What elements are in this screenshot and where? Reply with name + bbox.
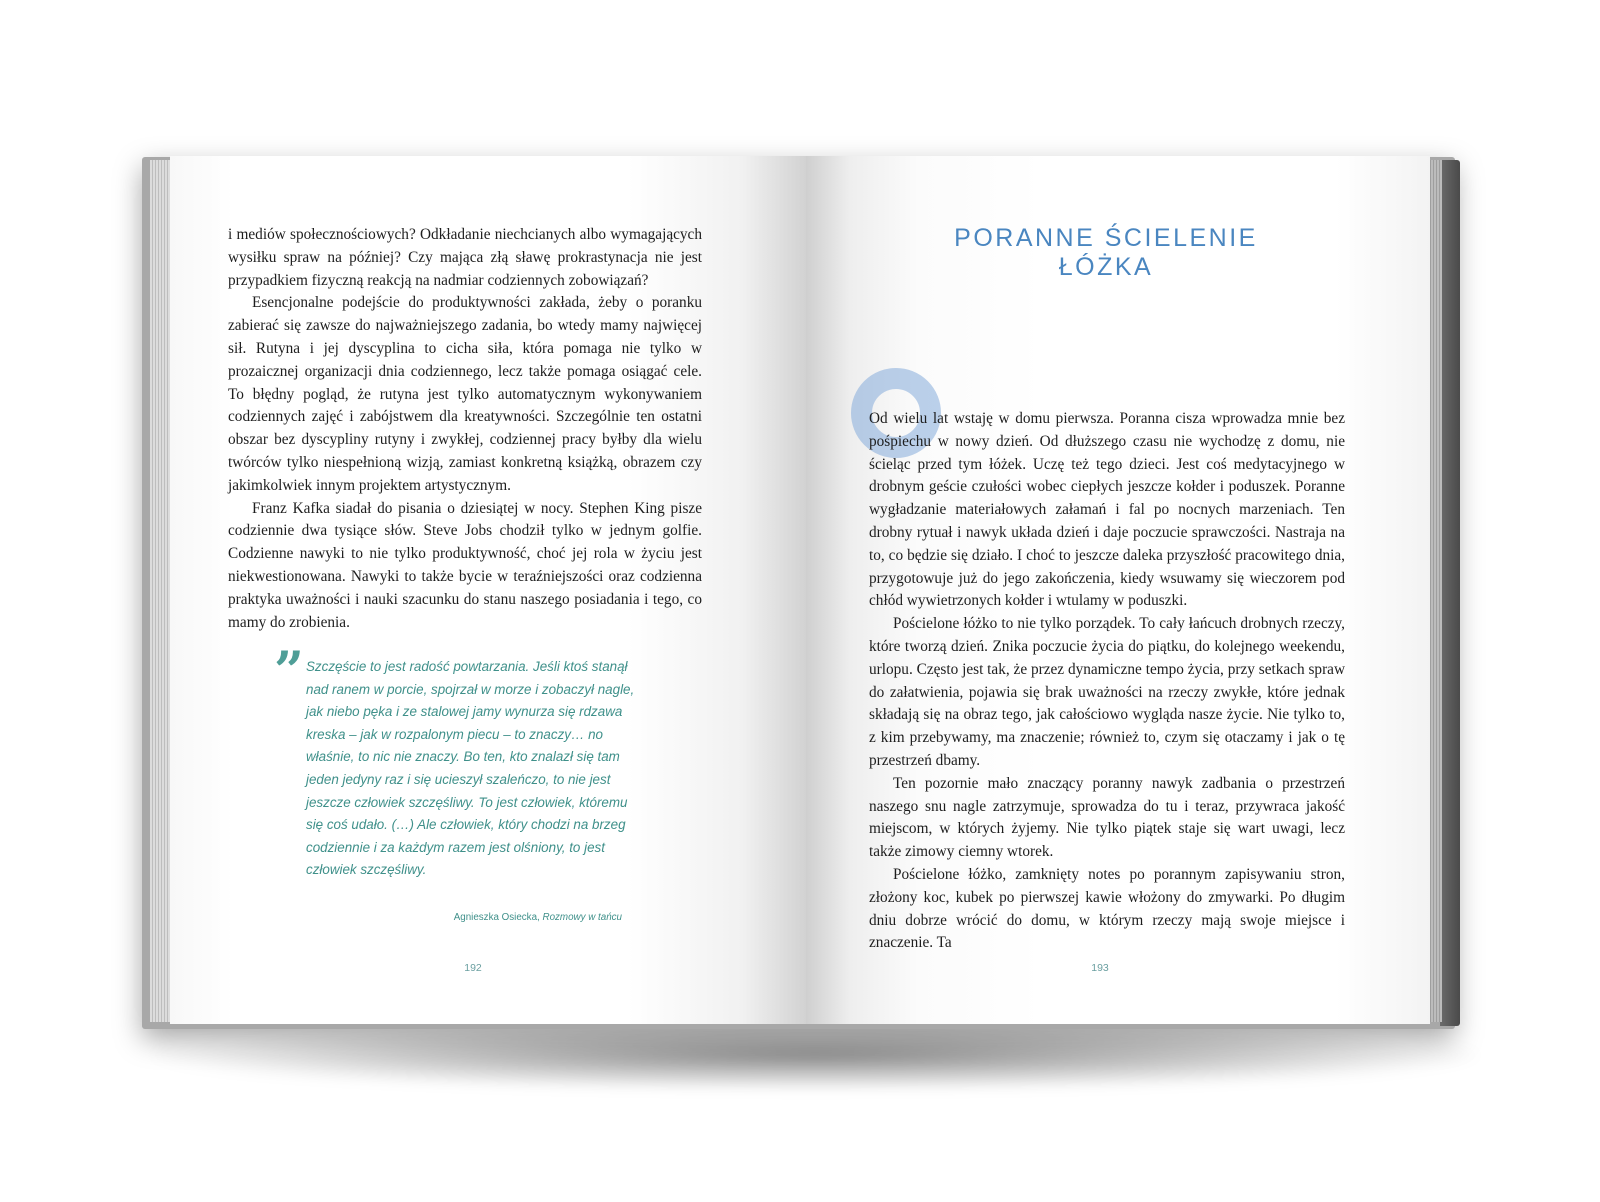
chapter-title-line-2: ŁÓŻKA xyxy=(1058,253,1154,281)
book-shadow xyxy=(150,1020,1480,1090)
right-page xyxy=(806,156,1430,1024)
chapter-title-line-1: PORANNE ŚCIELENIE xyxy=(954,224,1258,252)
left-paragraph-3: Franz Kafka siadał do pisania o dziesiątej w nocy. Stephen King pisze codziennie dwa tysiące słów. Steve Jobs chodził tylko w jednym golfie. Codzienne nawyki to nie tylko produktywność, choć jej rola w życiu jest niekwestionowana. Nawyki to także bycie w teraźniejszości oraz codzienna praktyka uważności i nauki szacunku do stanu naszego posiadania i tego, co mamy do zrobienia. xyxy=(228,499,702,631)
right-page-body xyxy=(869,408,1345,955)
left-paragraph-1: i mediów społecznościowych? Odkładanie niechcianych albo wymagających wysiłku spraw na później? Czy mająca złą sławę prokrastynacja nie jest przypadkiem fizyczną reakcją na nadmiar codziennych zobowiązań? xyxy=(228,226,702,289)
left-paragraph-2: Esencjonalne podejście do produktywności zakłada, żeby o poranku zabierać się zawsze do najważniejszego zadania, bo wtedy mamy najwięcej sił. Rutyna i jej dyscyplina to cicha siła, która pomaga nie tylko w prozaicznej organizacji dnia codziennego, lecz także pomaga osiągać cele. To błędny pogląd, że rutyna jest tylko automatycznym wykonywaniem codziennych zajęć i zabójstwem dla kreatywności. Szczególnie ten ostatni obszar bez dyscypliny rutyny i zwykłej, codziennej pracy byłby dla wielu twórców tylko niespełnioną wizją, zamiast konkretną książką, obrazem czy jakimkolwiek innym projektem artystycznym. xyxy=(228,294,702,494)
right-paragraph-2: Pościelone łóżko to nie tylko porządek. To cały łańcuch drobnych rzeczy, które tworzą dzień. Znika poczucie życia do piątku, do kolejnego weekendu, urlopu. Często jest tak, że przez dynamiczne tempo życia, przy setkach spraw do załatwienia, pojawia się brak uważności na rzeczy zwykłe, które jednak składają się na obraz tego, jak całościowo wygląda nasze życie. Nie tylko to, z kim przebywamy, ma znaczenie; również to, czym się otaczamy i jak o tę przestrzeń dbamy. xyxy=(869,615,1345,769)
left-page-body xyxy=(228,224,702,634)
left-page-edges xyxy=(150,160,172,1022)
right-paragraph-1: Od wielu lat wstaję w domu pierwsza. Poranna cisza wprowadza mnie bez pośpiechu w nowy dzień. Od dłuższego czasu nie wychodzę z domu, nie ścieląc przed tym łóżek. Uczę też tego dzieci. Jest coś medytacyjnego w drobnym geście czułości wobec ciepłych jeszcze kołder i poduszek. Poranne wygładzanie materiałowych załamań i fal po nocnych marzeniach. Ten drobny rytuał i nawyk układa dzień i daje poczucie sprawczości. Nastraja na to, co będzie się działo. I choć to jeszcze daleka przyszłość pracowitego dnia, przygotowuje już do jego zakończenia, kiedy wsuwamy się wieczorem pod chłód wywietrzonych kołder i wtulamy w poduszki. xyxy=(869,410,1345,610)
quote-work: Rozmowy w tańcu xyxy=(542,912,622,923)
right-paragraph-3: Ten pozornie mało znaczący poranny nawyk zadbania o przestrzeń naszego snu nagle zatrzymuje, sprowadza do tu i teraz, przywraca jakość miejscom, w których żyjemy. Nie tylko piątek staje się wart uwagi, lecz także zimowy ciemny wtorek. xyxy=(869,774,1345,861)
quote-attribution xyxy=(360,912,622,923)
pull-quote: Szczęście to jest radość powtarzania. Jeśli ktoś stanął nad ranem w porcie, spojrzał w morze i zobaczył nagle, jak niebo pęka i ze stalowej jamy wynurza się rdzawa kreska – jak w rozpalonym piecu – to znaczy… no właśnie, to nic nie znaczy. Bo ten, kto znalazł się tam jeden jedyny raz i się ucieszył szaleńczo, to nie jest jeszcze człowiek szczęśliwy. To jest człowiek, któremu się coś udało. (…) Ale człowiek, który chodzi na brzeg codziennie i za każdym razem jest olśniony, to jest człowiek szczęśliwy. xyxy=(306,659,635,878)
page-number-left: 192 xyxy=(464,962,482,974)
page-number-right: 193 xyxy=(1091,962,1109,974)
quote-mark-icon: ” xyxy=(274,641,304,702)
quote-author: Agnieszka Osiecka, xyxy=(453,912,540,923)
right-page-edges xyxy=(1428,160,1442,1022)
right-paragraph-4: Pościelone łóżko, zamknięty notes po porannym zapisywaniu stron, złożony koc, kubek po pierwszej kawie włożony do zmywarki. Po długim dniu dobrze wrócić do domu, w którym rzeczy mają swoje miejsce i znaczenie. Ta xyxy=(869,865,1345,952)
left-page xyxy=(170,156,806,1024)
chapter-title xyxy=(906,224,1306,282)
cover-spine-edge xyxy=(1440,160,1460,1026)
